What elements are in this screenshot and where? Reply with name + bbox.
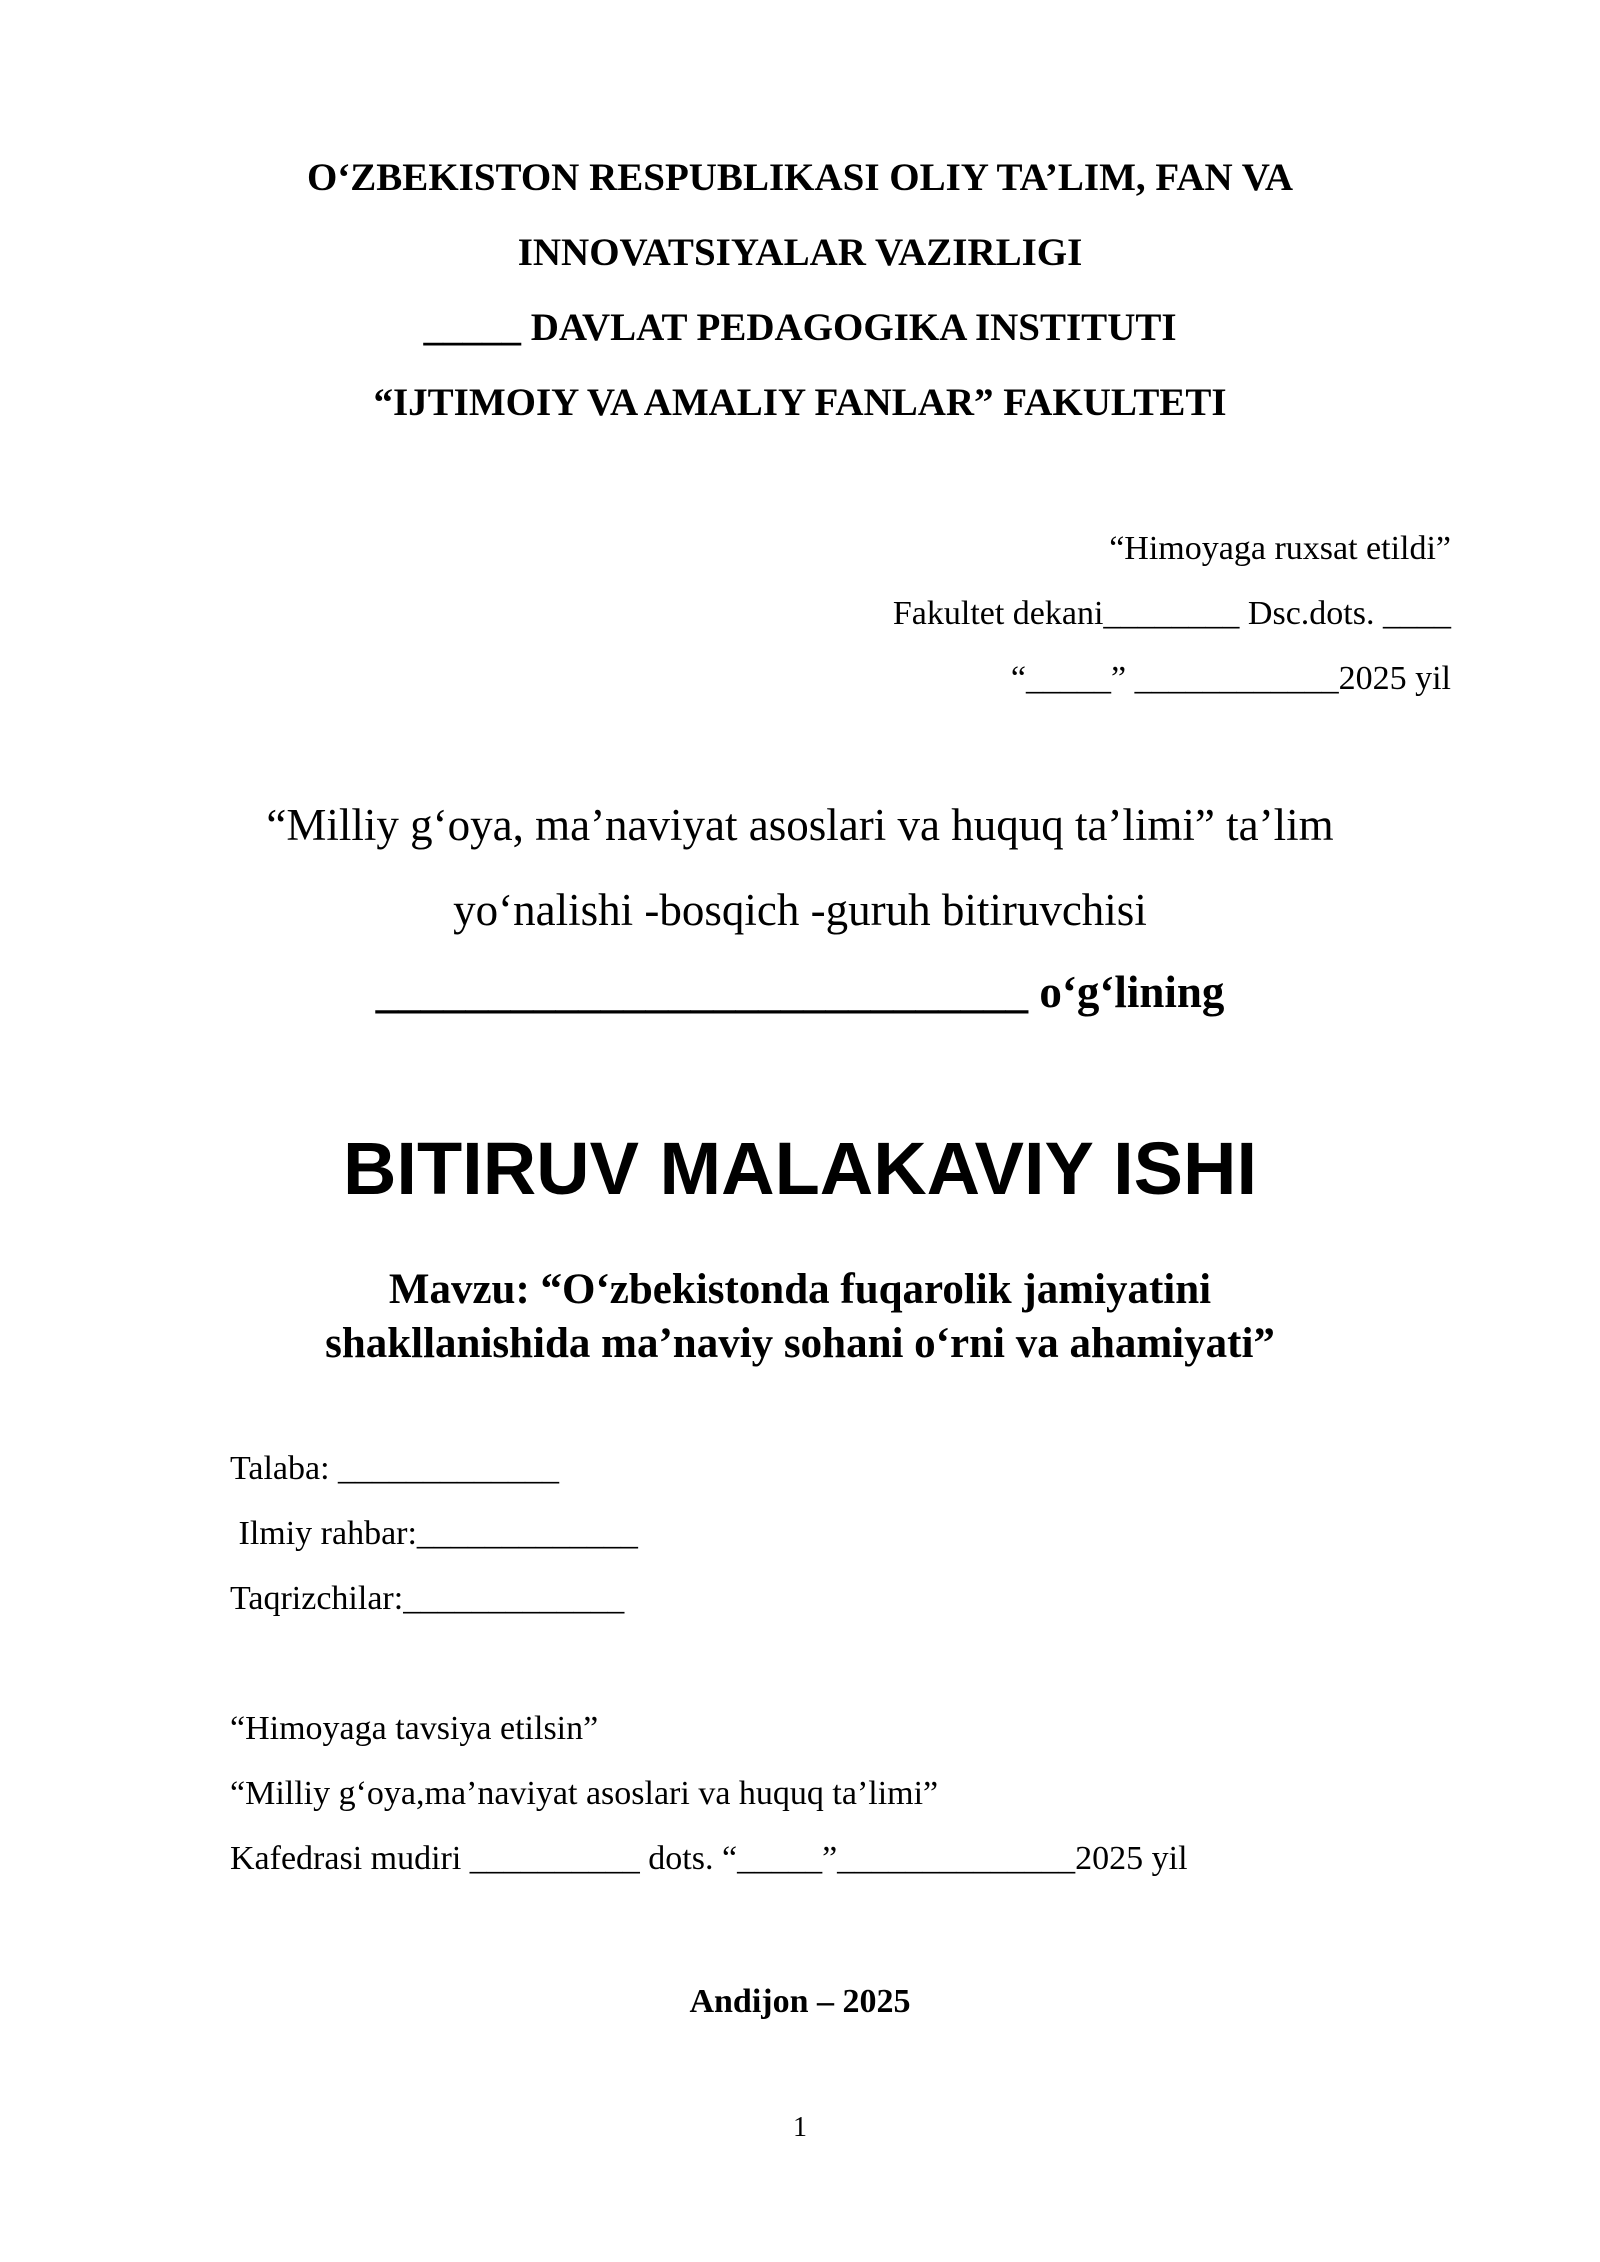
defense-permission-heading: “Himoyaga ruxsat etildi” [1109, 530, 1451, 567]
defense-recommendation-heading: “Himoyaga tavsiya etilsin” [230, 1710, 599, 1747]
topic-text-1: Mavzu: “O‘zbekistonda fuqarolik jamiyatini [388, 1266, 1212, 1313]
dean-signature-line: Fakultet dekani________ Dsc.dots. ____ [892, 595, 1451, 632]
city-year: Andijon – 2025 [689, 1983, 911, 2020]
reviewers-field: Taqrizchilar:_____________ [230, 1580, 625, 1617]
ministry-title-line-1: O‘ZBEKISTON RESPUBLIKASI OLIY TA’LIM, FAN VA [306, 156, 1294, 199]
document-title: BITIRUV MALAKAVIY ISHI [342, 1127, 1258, 1210]
page-number: 1 [793, 2112, 807, 2143]
specialty-line-1: “Milliy g‘oya, ma’naviyat asoslari va huquq ta’limi” ta’lim [266, 800, 1334, 850]
department-name: “Milliy g‘oya,ma’naviyat asoslari va huquq ta’limi” [230, 1775, 939, 1812]
approval-date-line: “_____” ____________2025 yil [1010, 660, 1451, 697]
supervisor-field: Ilmiy rahbar:_____________ [230, 1515, 638, 1552]
student-field: Talaba: _____________ [230, 1450, 560, 1487]
institute-title: _____ DAVLAT PEDAGOGIKA INSTITUTI [423, 306, 1177, 349]
specialty-line-2: yo‘nalishi -bosqich -guruh bitiruvchisi [453, 885, 1147, 935]
faculty-title: “IJTIMOIY VA AMALIY FANLAR” FAKULTETI [373, 381, 1227, 424]
topic-line-2: shakllanishida ma’naviy sohani o‘rni va ahamiyati” [325, 1320, 1275, 1367]
ministry-title-line-2: INNOVATSIYALAR VAZIRLIGI [517, 231, 1083, 274]
graduate-name-line: _____________________________ o‘g‘lining [375, 967, 1225, 1017]
topic-line-1 [0, 1268, 1600, 1311]
department-head-signature-line: Kafedrasi mudiri __________ dots. “_____”______________2025 yil [230, 1840, 1188, 1877]
